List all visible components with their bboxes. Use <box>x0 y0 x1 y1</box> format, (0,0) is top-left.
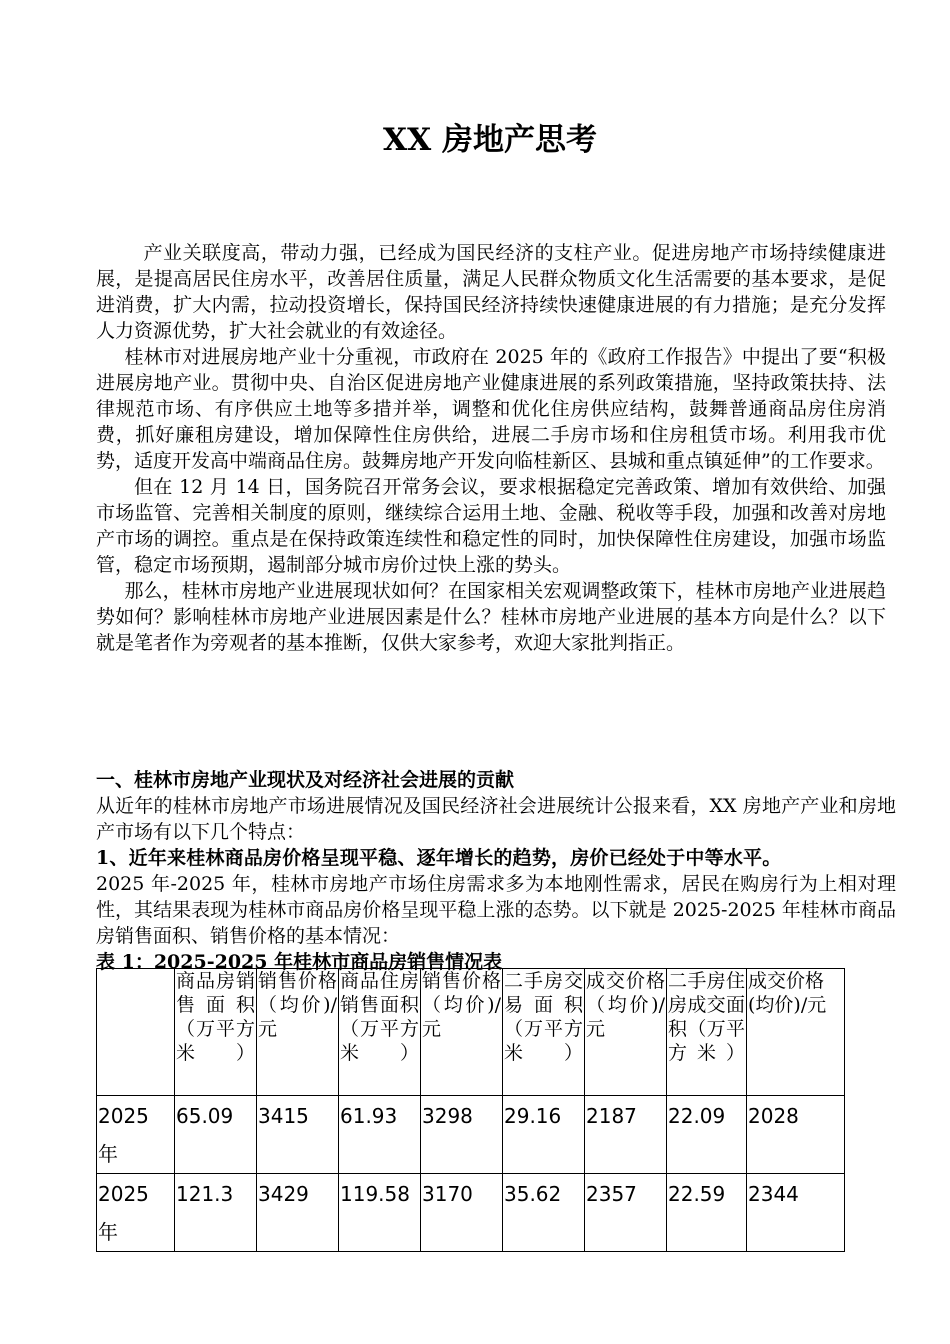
table-header-cell: 商品住房销售面积（万平方米） <box>339 969 421 1096</box>
table-header-cell: 二手房住房成交面积（万平方米） <box>667 969 747 1096</box>
table-cell: 3298 <box>421 1096 503 1174</box>
table-cell: 22.59 <box>667 1174 747 1252</box>
section-1 <box>96 767 896 975</box>
table-cell: 2357 <box>585 1174 667 1252</box>
section-1-point-1: 1、近年来桂林商品房价格呈现平稳、逐年增长的趋势，房价已经处于中等水平。 <box>96 847 782 869</box>
table-cell: 61.93 <box>339 1096 421 1174</box>
table-cell: 2028 <box>747 1096 845 1174</box>
intro-paragraphs <box>96 240 886 656</box>
paragraph-1: 产业关联度高，带动力强，已经成为国民经济的支柱产业。促进房地产市场持续健康进展，是提高居民住房水平，改善居住质量，满足人民群众物质文化生活需要的基本要求，是促进消费，扩大内需，拉动投资增长，保持国民经济持续快速健康进展的有力措施；是充分发挥人力资源优势，扩大社会就业的有效途径。 <box>96 242 886 342</box>
table-cell: 2344 <box>747 1174 845 1252</box>
paragraph-3: 但在 12 月 14 日，国务院召开常务会议，要求根据稳定完善政策、增加有效供给、加强市场监管、完善相关制度的原则，继续综合运用土地、金融、税收等手段，加强和改善对房地产市场的调控。重点是在保持政策连续性和稳定性的同时，加快保障性住房建设，加强市场监管，稳定市场预期，遏制部分城市房价过快上涨的势头。 <box>96 476 886 576</box>
section-1-intro: 从近年的桂林市房地产市场进展情况及国民经济社会进展统计公报来看，XX 房地产产业和房地产市场有以下几个特点： <box>96 795 896 843</box>
table-cell: 29.16 <box>503 1096 585 1174</box>
table-cell-year: 2025 年 <box>97 1096 175 1174</box>
table-header-row <box>97 969 845 1096</box>
table-header-cell: 二手房交易面积（万平方米） <box>503 969 585 1096</box>
table-cell: 3170 <box>421 1174 503 1252</box>
sales-table <box>96 968 845 1252</box>
table-cell: 65.09 <box>175 1096 257 1174</box>
table-caption: 表 1：2025-2025 年桂林市商品房销售情况表 <box>96 951 503 973</box>
table-cell: 35.62 <box>503 1174 585 1252</box>
table-row <box>97 1174 845 1252</box>
section-1-point-1-text: 2025 年-2025 年，桂林市房地产市场住房需求多为本地刚性需求，居民在购房行为上相对理性，其结果表现为桂林市商品房价格呈现平稳上涨的态势。以下就是 2025-2025 年桂林市商品房销售面积、销售价格的基本情况： <box>96 873 896 947</box>
table-header-cell: 商品房销售面积（万平方米） <box>175 969 257 1096</box>
paragraph-2: 桂林市对进展房地产业十分重视，市政府在 2025 年的《政府工作报告》中提出了要“积极进展房地产业。贯彻中央、自治区促进房地产业健康进展的系列政策措施，坚持政策扶持、法律规范市场、有序供应土地等多措并举，调整和优化住房供应结构，鼓舞普通商品房住房消费，抓好廉租房建设，增加保障性住房供给，进展二手房市场和住房租赁市场。利用我市优势，适度开发高中端商品住房。鼓舞房地产开发向临桂新区、县城和重点镇延伸”的工作要求。 <box>96 346 886 472</box>
table-cell: 3429 <box>257 1174 339 1252</box>
table-header-cell: 成交价格(均价)/元 <box>747 969 845 1096</box>
table-header-cell: 销售价格（均价)/ 元 <box>257 969 339 1096</box>
table-header-cell: 成交价格（均价)/元 <box>585 969 667 1096</box>
table-cell: 3415 <box>257 1096 339 1174</box>
paragraph-4: 那么，桂林市房地产业进展现状如何？在国家相关宏观调整政策下，桂林市房地产业进展趋势如何？影响桂林市房地产业进展因素是什么？桂林市房地产业进展的基本方向是什么？以下就是笔者作为旁观者的基本推断，仅供大家参考，欢迎大家批判指正。 <box>96 580 886 654</box>
document-title: XX 房地产思考 <box>383 122 597 158</box>
table-row <box>97 1096 845 1174</box>
table-cell: 22.09 <box>667 1096 747 1174</box>
table-cell: 119.58 <box>339 1174 421 1252</box>
section-1-heading: 一、桂林市房地产业现状及对经济社会进展的贡献 <box>96 769 515 791</box>
table-cell-year: 2025 年 <box>97 1174 175 1252</box>
table-header-cell <box>97 969 175 1096</box>
table-cell: 2187 <box>585 1096 667 1174</box>
table-header-cell: 销售价格（均价)/元 <box>421 969 503 1096</box>
table-cell: 121.3 <box>175 1174 257 1252</box>
